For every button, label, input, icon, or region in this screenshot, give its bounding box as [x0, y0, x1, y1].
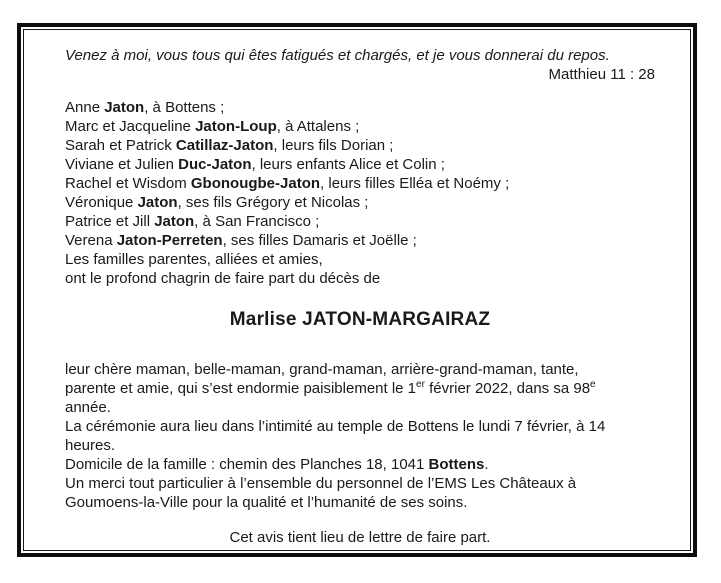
superscript-ordinal: er: [416, 379, 425, 390]
final-note: Cet avis tient lieu de lettre de faire part.: [229, 529, 491, 546]
family-line-6: [65, 193, 655, 212]
deceased-name: Marlise JATON-MARGAIRAZ: [229, 309, 491, 330]
family-surname: Jaton: [154, 213, 195, 230]
family-line-1: [65, 98, 655, 117]
relation-note: , ses filles Damaris et Joëlle ;: [222, 232, 417, 249]
family-surname: Jaton-Perreten: [116, 232, 223, 249]
obituary-content: [24, 30, 690, 547]
notice-text: Domicile de la famille : chemin des Planches 18, 1041: [65, 456, 429, 473]
closing-line-1: Les familles parentes, alliées et amies,: [65, 251, 323, 268]
relation-note: , leurs enfants Alice et Colin ;: [251, 156, 445, 173]
given-names: Anne: [65, 99, 105, 116]
scripture-quote: Venez à moi, vous tous qui êtes fatigués et chargés, et je vous donnerai du repos.: [65, 47, 610, 64]
family-line-2: [65, 117, 655, 136]
family-line-8: [65, 231, 655, 250]
inner-border: [23, 29, 691, 551]
superscript-ordinal: e: [590, 379, 596, 390]
given-names: Marc et Jacqueline: [65, 118, 196, 135]
relation-note: , à Bottens ;: [144, 99, 225, 116]
given-names: Rachel et Wisdom: [65, 175, 191, 192]
notice-line-1: leur chère maman, belle-maman, grand-maman, arrière-grand-maman, tante,: [65, 361, 579, 378]
family-line-7: [65, 212, 655, 231]
given-names: Véronique: [65, 194, 138, 211]
given-names: Patrice et Jill: [65, 213, 155, 230]
notice-line-7: Un merci tout particulier à l’ensemble du personnel de l’EMS Les Châteaux à: [65, 475, 577, 492]
notice-text: février 2022, dans sa 98: [424, 380, 591, 397]
family-surname: Jaton: [137, 194, 178, 211]
relation-note: , leurs fils Dorian ;: [273, 137, 394, 154]
notice-text: parente et amie, qui s’est endormie paisiblement le 1: [65, 380, 417, 397]
family-line-3: [65, 136, 655, 155]
family-line-4: [65, 155, 655, 174]
relation-note: , à San Francisco ;: [194, 213, 320, 230]
relation-note: , leurs filles Elléa et Noémy ;: [320, 175, 510, 192]
family-surname: Jaton-Loup: [195, 118, 277, 135]
family-surname: Jaton: [104, 99, 145, 116]
closing-line-2: ont le profond chagrin de faire part du décès de: [65, 270, 381, 287]
notice-line-6: [65, 455, 655, 474]
family-list: [65, 98, 655, 288]
double-border-frame: [17, 23, 697, 557]
family-surname: Catillaz-Jaton: [175, 137, 274, 154]
given-names: Viviane et Julien: [65, 156, 179, 173]
notice-block: [65, 360, 655, 512]
bold-locality: Bottens: [428, 456, 485, 473]
family-surname: Gbonougbe-Jaton: [190, 175, 321, 192]
notice-line-8: Goumoens-la-Ville pour la qualité et l’humanité de ses soins.: [65, 494, 468, 511]
notice-line-3: année.: [65, 399, 111, 416]
relation-note: , à Attalens ;: [276, 118, 360, 135]
notice-line-2: [65, 379, 655, 398]
relation-note: , ses fils Grégory et Nicolas ;: [177, 194, 369, 211]
notice-line-4: La cérémonie aura lieu dans l’intimité au temple de Bottens le lundi 7 février, à 14: [65, 418, 606, 435]
notice-text: .: [484, 456, 489, 473]
given-names: Verena: [65, 232, 117, 249]
family-line-5: [65, 174, 655, 193]
family-surname: Duc-Jaton: [178, 156, 252, 173]
given-names: Sarah et Patrick: [65, 137, 176, 154]
notice-line-5: heures.: [65, 437, 116, 454]
scripture-reference: Matthieu 11 : 28: [548, 66, 655, 83]
